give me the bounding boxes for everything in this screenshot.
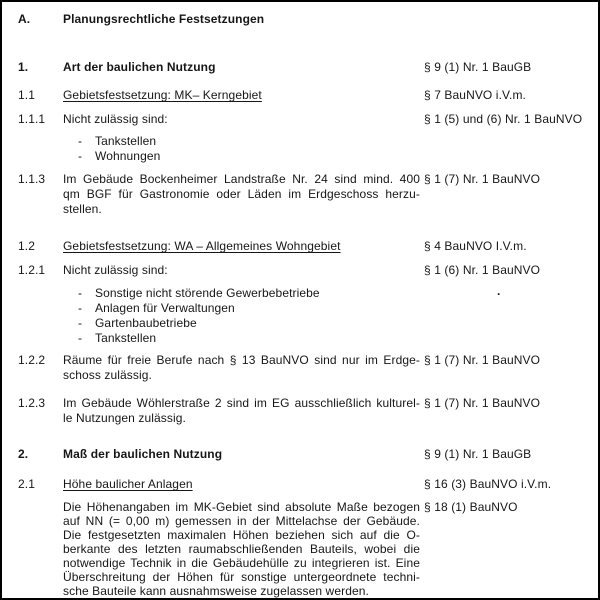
section-body-2-1 xyxy=(18,500,586,598)
bullet-dash: - xyxy=(78,331,83,345)
paragraph-line: Überschreitung der Höhen für sonstige untergeordnete techni- xyxy=(63,570,420,584)
list-item xyxy=(63,134,420,149)
list-item xyxy=(63,149,420,164)
legal-reference: § 1 (5) und (6) Nr. 1 BauNVO xyxy=(424,112,583,126)
paragraph-line: Im Gebäude Wöhlerstraße 2 sind im EG ausschließlich kulturel- xyxy=(63,396,420,410)
legal-reference: § 18 (1) BauNVO xyxy=(424,500,518,514)
paragraph-line: le Nutzungen zulässig. xyxy=(63,411,186,425)
list-item xyxy=(63,301,420,316)
section-title: Nicht zulässig sind: xyxy=(63,112,168,126)
legal-reference: § 9 (1) Nr. 1 BauGB xyxy=(424,447,532,461)
list-item-text: Sonstige nicht störende Gewerbebetriebe xyxy=(95,286,320,300)
bullet-dash: - xyxy=(78,301,83,315)
scan-artifact-dot: . xyxy=(497,284,501,298)
list-item xyxy=(63,331,420,346)
legal-reference: § 4 BauNVO I.V.m. xyxy=(424,239,527,253)
legal-reference xyxy=(424,263,541,298)
paragraph-line: auf NN (= 0,00 m) gemessen in der Mittelachse der Gebäude. xyxy=(63,514,420,528)
section-letter: A. xyxy=(18,12,31,26)
paragraph-line: notwendige Technik in die Gebäudehülle zu integrieren ist. Eine xyxy=(63,556,420,570)
section-row-1-1 xyxy=(18,88,586,103)
legal-reference: § 1 (7) Nr. 1 BauNVO xyxy=(424,353,541,367)
section-paragraph xyxy=(63,353,420,383)
section-number: 1.2.1 xyxy=(18,263,46,277)
section-row-2 xyxy=(18,447,586,462)
list-item xyxy=(63,286,420,301)
list-item-text: Gartenbaubetriebe xyxy=(95,316,197,330)
list-item xyxy=(63,316,420,331)
paragraph-line: Die festgesetzten maximalen Höhen beziehen sich auf die O- xyxy=(63,528,420,542)
section-row-1 xyxy=(18,60,586,75)
paragraph-line: qm BGF für Gastronomie oder Läden im Erdgeschoss herzu- xyxy=(63,187,420,201)
section-number: 1. xyxy=(18,60,29,74)
list-item-text: Anlagen für Verwaltungen xyxy=(95,301,235,315)
section-number: 1.2 xyxy=(18,239,35,253)
paragraph-line: Die Höhenangaben im MK-Gebiet sind absolute Maße bezogen xyxy=(63,500,420,514)
bullet-dash: - xyxy=(78,149,83,163)
bullet-dash: - xyxy=(78,286,83,300)
section-row-2-1 xyxy=(18,477,586,492)
section-title: Art der baulichen Nutzung xyxy=(63,60,216,74)
section-number: 2.1 xyxy=(18,477,35,491)
legal-reference: § 9 (1) Nr. 1 BauGB xyxy=(424,60,532,74)
section-number: 2. xyxy=(18,447,29,461)
paragraph-line: Räume für freie Berufe nach § 13 BauNVO sind nur im Erdge- xyxy=(63,353,420,367)
bullet-list-1-1-1 xyxy=(18,134,586,164)
section-row-1-2-2 xyxy=(18,353,586,383)
section-title: Maß der baulichen Nutzung xyxy=(63,447,223,461)
legal-reference: § 16 (3) BauNVO i.V.m. xyxy=(424,477,552,491)
bullet-dash: - xyxy=(78,316,83,330)
paragraph-line: schoss zulässig. xyxy=(63,368,152,382)
list-item-text: Tankstellen xyxy=(95,331,157,345)
section-header-a xyxy=(18,12,586,27)
section-row-1-1-1 xyxy=(18,112,586,127)
bullet-list-1-2-1 xyxy=(18,286,586,346)
paragraph-line: sche Bauteile kann ausnahmsweise zugelassen werden. xyxy=(63,584,369,598)
section-number: 1.2.2 xyxy=(18,353,46,367)
list-item-text: Wohnungen xyxy=(95,149,161,163)
legal-reference: § 7 BauNVO i.V.m. xyxy=(424,88,526,102)
section-row-1-2-3 xyxy=(18,396,586,426)
paragraph-line: Im Gebäude Bockenheimer Landstraße Nr. 24 sind mind. 400 xyxy=(63,172,420,186)
section-title: Gebietsfestsetzung: MK– Kerngebiet xyxy=(63,88,262,102)
section-number: 1.1 xyxy=(18,88,35,102)
list-item-text: Tankstellen xyxy=(95,134,157,148)
section-title: Nicht zulässig sind: xyxy=(63,263,168,277)
section-paragraph xyxy=(63,500,420,598)
section-number: 1.1.3 xyxy=(18,172,46,186)
paragraph-line: berkante des letzten raumabschließenden Bauteils, wobei die xyxy=(63,542,420,556)
legal-reference: § 1 (7) Nr. 1 BauNVO xyxy=(424,172,541,186)
section-title: Höhe baulicher Anlagen xyxy=(63,477,193,491)
legal-reference: § 1 (7) Nr. 1 BauNVO xyxy=(424,396,541,410)
page-title: Planungsrechtliche Festsetzungen xyxy=(63,12,265,26)
legal-reference-text: § 1 (6) Nr. 1 BauNVO xyxy=(424,263,541,277)
section-number: 1.1.1 xyxy=(18,112,46,126)
section-paragraph xyxy=(63,396,420,426)
section-paragraph xyxy=(63,172,420,217)
section-row-1-2 xyxy=(18,239,586,254)
section-row-1-1-3 xyxy=(18,172,586,217)
section-number: 1.2.3 xyxy=(18,396,46,410)
section-title: Gebietsfestsetzung: WA – Allgemeines Wohngebiet xyxy=(63,239,341,253)
paragraph-line: stellen. xyxy=(63,202,102,216)
bullet-dash: - xyxy=(78,134,83,148)
